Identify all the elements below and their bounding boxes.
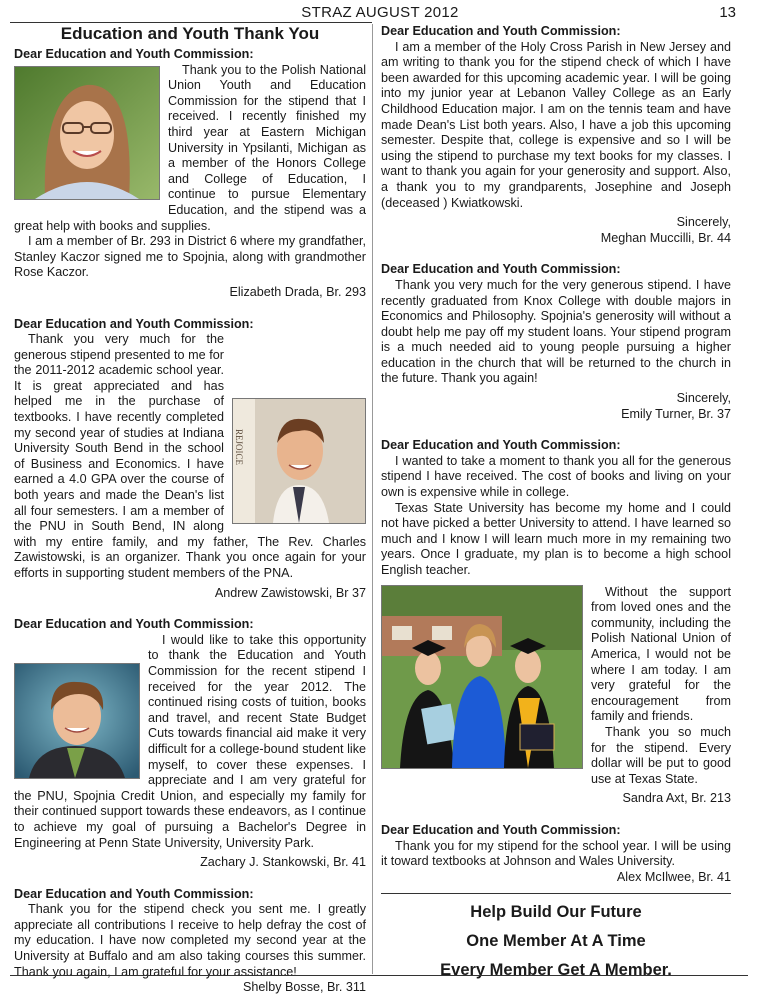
letter-paragraph: Thank you for the stipend check you sent me. I greatly appreciate all contributions I receive to help defray the cost of my education. I have now completed my second year at the University at Buffalo and am also taking courses this summer. Thank you again, I am grateful for your assistance! (14, 902, 366, 979)
photo-andrew-zawistowski (232, 398, 366, 524)
letter-paragraph: I wanted to take a moment to thank you all for the generous stipend I have received. The cost of books and living on your own is expensive while in college. (381, 453, 731, 500)
letter-paragraph: Thank you for my stipend for the school year. I will be using it toward textbooks at Johnson and Wales University. (381, 838, 731, 869)
letter-signature: Shelby Bosse, Br. 311 (243, 980, 366, 995)
letter-signature: Andrew Zawistowski, Br 37 (214, 585, 366, 600)
letter-stankowski (14, 617, 366, 871)
letter-paragraph: Without the support from loved ones and the community, including the Polish National Union of America, I would not be where I am today. I am very grateful for the encouragement from family and friends. (591, 584, 731, 724)
letter-turner (381, 262, 731, 422)
photo-zachary-stankowski (14, 663, 140, 779)
promo-line-3: Every Member Get A Member. (440, 961, 672, 980)
letter-salutation: Dear Education and Youth Commission: (381, 24, 621, 38)
photo-elizabeth-drada (14, 66, 160, 200)
letter-salutation: Dear Education and Youth Commission: (14, 47, 254, 61)
column-divider (372, 24, 373, 974)
banner-lettering: REJOICE (234, 429, 244, 466)
letter-signature: Meghan Muccilli, Br. 44 (600, 230, 731, 245)
letter-salutation: Dear Education and Youth Commission: (14, 886, 254, 901)
header-rule (10, 22, 372, 23)
letter-closing: Sincerely, (676, 215, 731, 230)
letter-salutation: Dear Education and Youth Commission: (381, 262, 621, 277)
letter-salutation: Dear Education and Youth Commission: (381, 438, 621, 453)
letter-paragraph: Thank you so much for the stipend. Every dollar will be put to good use at Texas State. (591, 724, 731, 786)
letter-paragraph: I would like to take this opportunity to thank the Education and Youth Commission for the recent stipend I received for the year 2012. The continued rising costs of tuition, books and travel, and recent State Budget Cuts towards financial aid make it very difficult for a college-bound student like myself, to cover these expenses. I appreciate and I am very grateful for the PNU, Spojnia Credit Union, and especially my family for their continued support towards these endeavors, as I continue to achieve my goal of pursuing a Bachelor's Degree in Engineering at Penn State University, University Park. (14, 632, 366, 850)
letter-drada (14, 47, 366, 301)
letter-axt (381, 438, 731, 807)
photo-sandra-axt-graduation (381, 585, 583, 769)
letter-bosse (14, 887, 366, 996)
letter-mcilwee (381, 823, 731, 885)
letter-salutation: Dear Education and Youth Commission: (381, 822, 621, 837)
letter-signature: Elizabeth Drada, Br. 293 (229, 284, 366, 299)
right-column (381, 24, 731, 985)
promo-line-1: Help Build Our Future (470, 903, 642, 922)
letter-salutation: Dear Education and Youth Commission: (14, 316, 254, 331)
letter-zawistowski (14, 317, 366, 602)
section-title: Education and Youth Thank You (60, 24, 320, 43)
letter-paragraph: I am a member of the Holy Cross Parish in New Jersey and am writing to thank you for the stipend check of which I have been awarded for this upcoming academic year. I will be going into my junior year at Lebanon Valley College as an Early Childhood Education major. I am on the tennis team and have made Dean's List both years. Also, I have a job this upcoming semester. Despite that, college is expensive and so I will be using the stipend to purchase my text books for my classes. I want to thank you again for your generosity and support. Also, a thank you to my grandparents, Josephine and Joseph (deceased ) Kwiatkowski. (381, 39, 731, 210)
letter-paragraph: Thank you to the Polish National Union Youth and Education Commission for the stipend that I received. I recently finished my third year at Eastern Michigan University in Ypsilanti, Michigan as a member of the Honors College and College of Education, I continue to pursue Elementary Education, and the stipend was a great help with books and supplies. (14, 62, 366, 233)
page-number: 13 (719, 4, 736, 21)
letter-paragraph: Thank you very much for the very generous stipend. I have recently graduated from Knox College with double majors in Economics and Philosophy. Spojnia's generosity will without a doubt help me pay off my student loans. Your stipend program is a much needed aid to young people pursuing a higher education in the church that will be returned to the church in the future. Thank you again! (381, 277, 731, 386)
left-column (14, 24, 366, 996)
letter-signature: Sandra Axt, Br. 213 (622, 791, 731, 806)
letter-salutation: Dear Education and Youth Commission: (14, 617, 254, 632)
letter-closing: Sincerely, (676, 391, 731, 406)
letter-paragraph: Thank you very much for the generous stipend presented to me for the 2011-2012 academic school year. It is great appreciated and has helped me in the purchase of textbooks. I have recently completed my second year of studies at Indiana University South Bend in the school of Business and Economics. I have earned a 4.0 GPA over the course of both years and made the Dean's list all four semesters. I am a member of the PNU in South Bend, IN along with my entire family, and my father, The Rev. Charles Zawistowski, is an organizer. Thank you once again for your efforts in supporting student members of the PNA. (14, 332, 366, 580)
publication-title: STRAZ AUGUST 2012 (301, 4, 459, 21)
bottom-rule (10, 975, 748, 976)
letter-paragraph: I am a member of Br. 293 in District 6 where my grandfather, Stanley Kaczor signed me to Spojnia, along with grandmother Rose Kaczor. (14, 234, 366, 280)
membership-promo (381, 893, 731, 985)
letter-signature: Alex McIlwee, Br. 41 (616, 869, 731, 884)
page-header (10, 4, 750, 22)
letter-muccilli (381, 24, 731, 246)
letter-signature: Zachary J. Stankowski, Br. 41 (200, 855, 366, 870)
letter-signature: Emily Turner, Br. 37 (621, 406, 731, 421)
letter-paragraph: Texas State University has become my home and I could not have picked a better University to attend. I have learned so much and I know I will learn much more in my remaining two years. Once I graduate, my plan is to become a high school English teacher. (381, 500, 731, 577)
promo-line-2: One Member At A Time (466, 932, 646, 951)
